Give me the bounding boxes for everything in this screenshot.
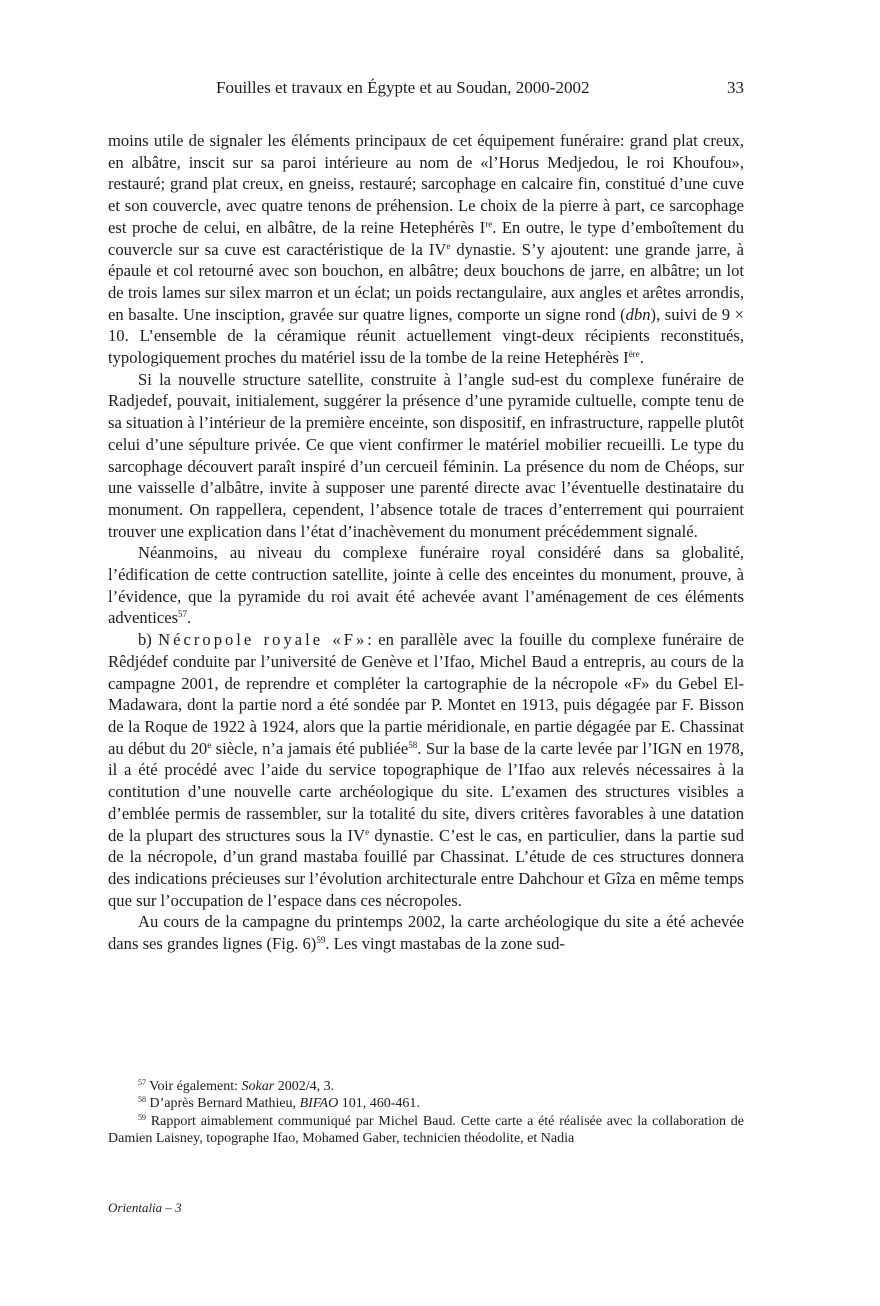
footnote-ref-59[interactable]: 59 <box>316 935 326 946</box>
paragraph-3-text-a: Néanmoins, au niveau du complexe funéraire royal considéré dans sa globalité, l’édification de cette contruction satellite, jointe à celle des enceintes du monument, prouve, à l’évidence, que la pyramide du roi avait été achevée avant l’aménagement de ces éléments adventices <box>108 543 744 628</box>
running-head <box>108 78 744 102</box>
paragraph-2: Si la nouvelle structure satellite, construite à l’angle sud-est du complexe funéraire de Radjedef, pouvait, initialement, suggérer la présence d’une pyramide cultuelle, compte tenu de sa situation à l’intérieur de la première enceinte, son dispositif, en infrastructure, rappelle plutôt celui d’une sépulture privée. Ce que vient confirmer le matériel mobilier recueilli. Le type du sarcophage découvert paraît inspiré d’un cercueil féminin. La présence du nom de Chéops, sur une vaisselle d’albâtre, invite à supposer une parenté directe avac l’éventuelle destinataire du monument. On rappellera, cependent, l’absence totale de traces d’enterrement qui pourraient trouver une explication dans l’état d’inachèvement du monument précédemment signalé. <box>108 369 744 541</box>
section-label: Nécropole royale «F» <box>158 630 368 650</box>
footnote-ref-58[interactable]: 58 <box>408 739 418 750</box>
footnote-59 <box>108 1113 744 1148</box>
footnote-text: Voir également: <box>146 1079 242 1094</box>
footnote-number: 59 <box>138 1112 146 1122</box>
paragraph-1-text-e: . <box>639 348 644 368</box>
superscript: ère <box>628 349 640 360</box>
paragraph-4-text-a: : en parallèle avec la fouille du complexe funéraire de Rêdjédef conduite par l’université de Genève et l’Ifao, Michel Baud a entrepris, au cours de la campagne 2001, de reprendre et compléter la cartographie de la nécropole «F» du Gebel El-Madawara, dont la partie nord a été sondée par P. Montet en 1913, puis dégagée par F. Bisson de la Roque de 1922 à 1924, alors que la partie méridionale, en partie dégagée par E. Chassinat au début du 20 <box>108 630 745 758</box>
paragraph-5-text-b: . Les vingt mastabas de la zone sud- <box>325 934 565 954</box>
paragraph-4-text-d: dynastie. C’est le cas, en particulier, dans la partie sud de la nécropole, d’un grand mastaba fouillé par Chassinat. L’étude de ces structures donnera des indications précieuses sur l’évolution architecturale entre Dahchour et Gîza en même temps que sur l’occupation de l’espace dans ces nécropoles. <box>108 825 744 910</box>
signature-mark: Orientalia – 3 <box>108 1200 182 1215</box>
paragraph-1-text-a: moins utile de signaler les éléments principaux de cet équipement funéraire: grand plat creux, en albâtre, inscit sur sa paroi intérieure au nom de «l’Horus Medjedou, le roi Khoufou», restauré; grand plat creux, en gneiss, restauré; sarcophage en calcaire fin, constitué d’une cuve et son couvercle, avec quatre tenons de préhension. Le choix de la pierre à part, ce sarcophage est proche de celui, en albâtre, de la reine Hetephérès I <box>108 131 744 237</box>
footnote-text: D’après Bernard Mathieu, <box>146 1096 300 1112</box>
paragraph-4 <box>108 629 744 911</box>
footnote-text: Rapport aimablement communiqué par Michel Baud. Cette carte a été réalisée avec la collaboration de Damien Laisney, topographe Ifao, Mohamed Gaber, technicien théodolite, et Nadia <box>108 1113 744 1147</box>
superscript: e <box>365 826 370 837</box>
section-label-prefix: b) <box>138 630 159 650</box>
paragraph-5 <box>108 911 744 954</box>
footnote-ref-57[interactable]: 57 <box>178 609 188 620</box>
footnote-number: 58 <box>138 1095 146 1105</box>
paragraph-1-text-c: dynastie. S’y ajoutent: une grande jarre, à épaule et col retourné avec son bouchon, en albâtre; deux bouchons de jarre, en albâtre; un lot de trois lames sur silex marron et un éclat; un poids rectangulaire, aux angles et arêtes arrondis, en basalte. Une insciption, gravée sur quatre lignes, comporte un signe rond ( <box>108 239 744 324</box>
paragraph-3-text-b: . <box>187 608 192 628</box>
italic-term: Sokar <box>241 1079 275 1094</box>
paragraph-3 <box>108 542 744 629</box>
footnote-57 <box>108 1078 744 1095</box>
footnotes <box>108 1078 744 1148</box>
paragraph-1-text-b: . En outre, le type d’emboîtement du couvercle sur sa cuve est caractéristique de la IV <box>108 217 745 259</box>
body-text <box>108 130 744 955</box>
paragraph-5-text-a: Au cours de la campagne du printemps 2002, la carte archéologique du site a été achevée dans ses grandes lignes (Fig. 6) <box>108 912 744 954</box>
footnote-text: 2002/4, 3. <box>274 1079 335 1094</box>
italic-term: dbn <box>625 304 651 324</box>
superscript: e <box>207 739 212 750</box>
running-head-title: Fouilles et travaux en Égypte et au Soudan, 2000-2002 <box>216 78 590 97</box>
superscript: re <box>485 218 493 229</box>
superscript: e <box>446 240 451 251</box>
page-number: 33 <box>727 78 744 97</box>
paragraph-4-text-c: . Sur la base de la carte levée par l’IGN en 1978, il a été procédé avec l’aide du service topographique de l’Ifao aux relevés nécessaires à la contitution d’une nouvelle carte archéologique du site. L’examen des structures visibles a d’emblée permis de rassembler, sur la totalité du site, divers critères favorables à une datation de la plupart des structures sous la IV <box>108 738 744 845</box>
footnote-58 <box>108 1095 744 1112</box>
italic-term: BIFAO <box>299 1096 339 1112</box>
paragraph-1-text-d: ), suivi de 9 × 10. L’ensemble de la céramique réunit actuellement vingt-deux récipients reconstitués, typologiquement proches du matériel issu de la tombe de la reine Hetephérès I <box>108 304 744 368</box>
paragraph-1 <box>108 130 744 369</box>
footnote-number: 57 <box>138 1078 146 1087</box>
footnote-text: 101, 460-461. <box>338 1096 420 1112</box>
paragraph-4-text-b: siècle, n’a jamais été publiée <box>211 738 409 758</box>
